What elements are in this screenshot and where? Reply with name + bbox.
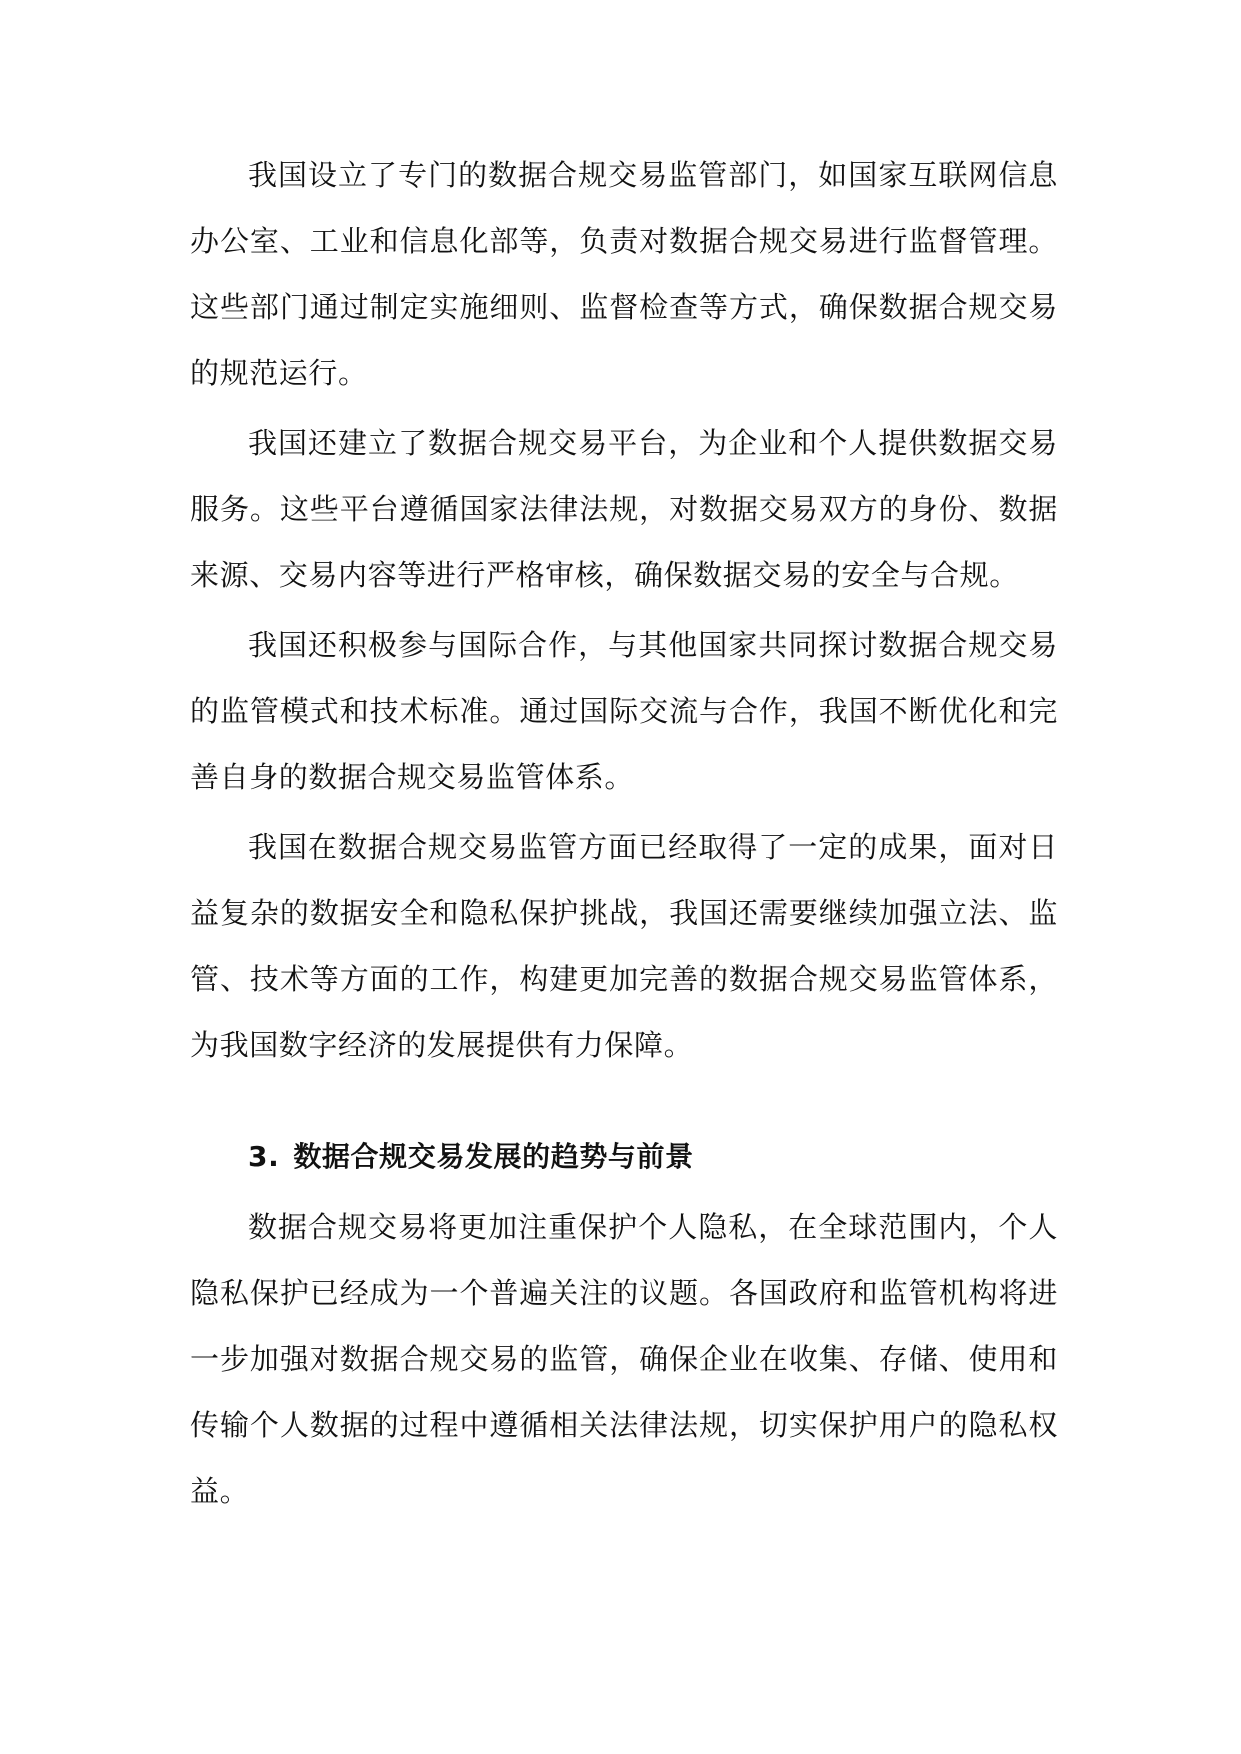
paragraph-international-cooperation: 我国还积极参与国际合作，与其他国家共同探讨数据合规交易的监管模式和技术标准。通过国际交流与合作，我国不断优化和完善自身的数据合规交易监管体系。	[190, 628, 1058, 794]
section-number: 3.	[248, 1140, 280, 1173]
document-body	[190, 142, 1058, 1528]
paragraph-achievements: 我国在数据合规交易监管方面已经取得了一定的成果，面对日益复杂的数据安全和隐私保护挑战，我国还需要继续加强立法、监管、技术等方面的工作，构建更加完善的数据合规交易监管体系，为我国数字经济的发展提供有力保障。	[190, 830, 1058, 1062]
paragraph-privacy-trend: 数据合规交易将更加注重保护个人隐私，在全球范围内，个人隐私保护已经成为一个普遍关注的议题。各国政府和监管机构将进一步加强对数据合规交易的监管，确保企业在收集、存储、使用和传输个人数据的过程中遵循相关法律法规，切实保护用户的隐私权益。	[190, 1210, 1058, 1508]
section-title: 数据合规交易发展的趋势与前景	[293, 1140, 694, 1173]
section-heading	[190, 1124, 1058, 1190]
paragraph-trading-platform: 我国还建立了数据合规交易平台，为企业和个人提供数据交易服务。这些平台遵循国家法律法规，对数据交易双方的身份、数据来源、交易内容等进行严格审核，确保数据交易的安全与合规。	[190, 426, 1058, 592]
paragraph-regulatory-departments: 我国设立了专门的数据合规交易监管部门，如国家互联网信息办公室、工业和信息化部等，负责对数据合规交易进行监督管理。这些部门通过制定实施细则、监督检查等方式，确保数据合规交易的规范运行。	[190, 158, 1058, 390]
